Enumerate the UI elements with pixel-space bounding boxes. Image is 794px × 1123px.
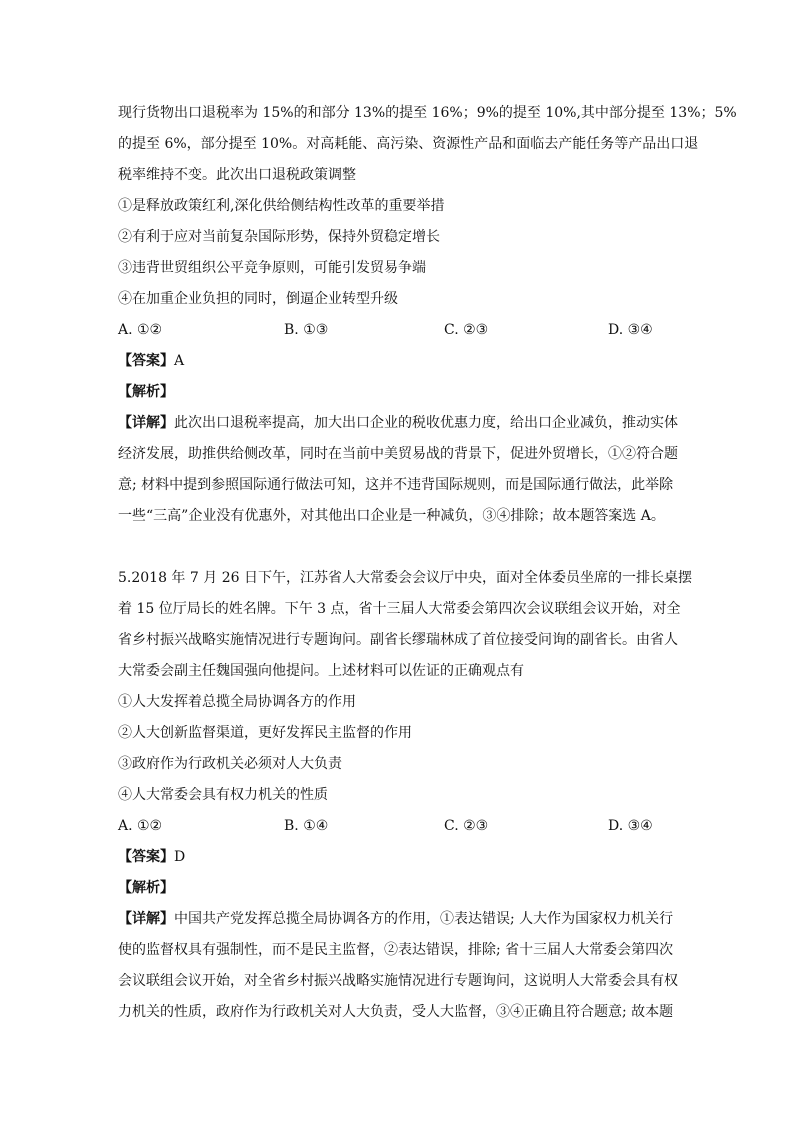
q5-detail-text-1: 中国共产党发挥总揽全局协调各方的作用，①表达错误; 人大作为国家权力机关行 (174, 911, 674, 927)
q5-stem-line-4: 大常委会副主任魏国强向他提问。上述材料可以佐证的正确观点有 (118, 663, 524, 679)
q5-option-c: C. ②③ (444, 818, 489, 834)
q5-options (118, 811, 678, 842)
q4-options (118, 315, 678, 346)
q4-option-a: A. ①② (118, 322, 163, 338)
q4-option-c: C. ②③ (444, 322, 489, 338)
q5-item-1: ①人大发挥着总揽全局协调各方的作用 (118, 694, 356, 710)
q4-items (118, 191, 678, 315)
q5-detail-line-1 (118, 904, 678, 935)
q5-detail-label: 【详解】 (118, 911, 174, 927)
q4-detail-line-4: 一些“三高”企业没有优惠外，对其他出口企业是一种减负，③④排除；故本题答案选 A。 (118, 508, 665, 524)
q4-answer (118, 346, 678, 377)
q4-detail (118, 408, 678, 532)
q5-detail-line-4: 力机关的性质，政府作为行政机关对人大负责，受人大监督，③④正确且符合题意; 故本题 (118, 1004, 674, 1020)
q4-item-2: ②有利于应对当前复杂国际形势，保持外贸稳定增长 (118, 229, 440, 245)
question-spacer (118, 532, 678, 563)
q5-items (118, 687, 678, 811)
q4-stem-line-2: 的提至 6%，部分提至 10%。对高耗能、高污染、资源性产品和面临去产能任务等产品出口退 (118, 136, 699, 152)
q4-item-3: ③违背世贸组织公平竞争原则，可能引发贸易争端 (118, 260, 426, 276)
q4-answer-label: 【答案】 (118, 353, 174, 369)
q4-detail-line-1 (118, 408, 678, 439)
q5-option-d: D. ③④ (608, 818, 653, 834)
q5-detail-line-2: 使的监督权具有强制性，而不是民主监督，②表达错误，排除; 省十三届人大常委会第四次 (118, 942, 674, 958)
q4-stem-line-1: 现行货物出口退税率为 15%的和部分 13%的提至 16%；9%的提至 10%,其中部分提至 13%；5% (118, 105, 737, 121)
q5-detail-line-3: 会议联组会议开始，对全省乡村振兴战略实施情况进行专题询问，这说明人大常委会具有权 (118, 973, 678, 989)
q5-stem (118, 563, 692, 687)
q4-detail-line-2: 经济发展，助推供给侧改革，同时在当前中美贸易战的背景下，促进外贸增长，①②符合题 (118, 446, 678, 462)
q5-item-3: ③政府作为行政机关必须对人大负责 (118, 756, 342, 772)
q4-stem (118, 98, 737, 191)
q4-detail-text-1: 此次出口退税率提高，加大出口企业的税收优惠力度，给出口企业减负，推动实体 (174, 415, 678, 431)
q4-detail-label: 【详解】 (118, 415, 174, 431)
q4-item-4: ④在加重企业负担的同时，倒逼企业转型升级 (118, 291, 398, 307)
q4-option-d: D. ③④ (608, 322, 653, 338)
q5-stem-line-2: 着 15 位厅局长的姓名牌。下午 3 点，省十三届人大常委会第四次会议联组会议开始，对全 (118, 601, 681, 617)
q4-detail-line-3: 意; 材料中提到参照国际通行做法可知，这并不违背国际规则，而是国际通行做法，此举除 (118, 477, 674, 493)
q5-detail (118, 904, 678, 1028)
q4-answer-value: A (174, 353, 185, 369)
q4-option-b: B. ①③ (284, 322, 329, 338)
q5-option-a: A. ①② (118, 818, 163, 834)
q5-option-b: B. ①④ (284, 818, 329, 834)
q5-answer (118, 842, 678, 873)
q5-item-2: ②人大创新监督渠道，更好发挥民主监督的作用 (118, 725, 412, 741)
q4-analysis-label: 【解析】 (118, 384, 174, 400)
q4-item-1: ①是释放政策红利,深化供给侧结构性改革的重要举措 (118, 198, 445, 214)
q5-analysis-label: 【解析】 (118, 880, 174, 896)
q5-item-4: ④人大常委会具有权力机关的性质 (118, 787, 328, 803)
q4-stem-line-3: 税率维持不变。此次出口退税政策调整 (118, 167, 356, 183)
document-page (118, 98, 737, 1028)
q5-answer-label: 【答案】 (118, 849, 174, 865)
q5-answer-value: D (174, 849, 186, 865)
q5-stem-line-3: 省乡村振兴战略实施情况进行专题询问。副省长缪瑞林成了首位接受问询的副省长。由省人 (118, 632, 678, 648)
q5-stem-line-1: 5.2018 年 7 月 26 日下午，江苏省人大常委会会议厅中央，面对全体委员坐席的一排长桌摆 (118, 570, 692, 586)
